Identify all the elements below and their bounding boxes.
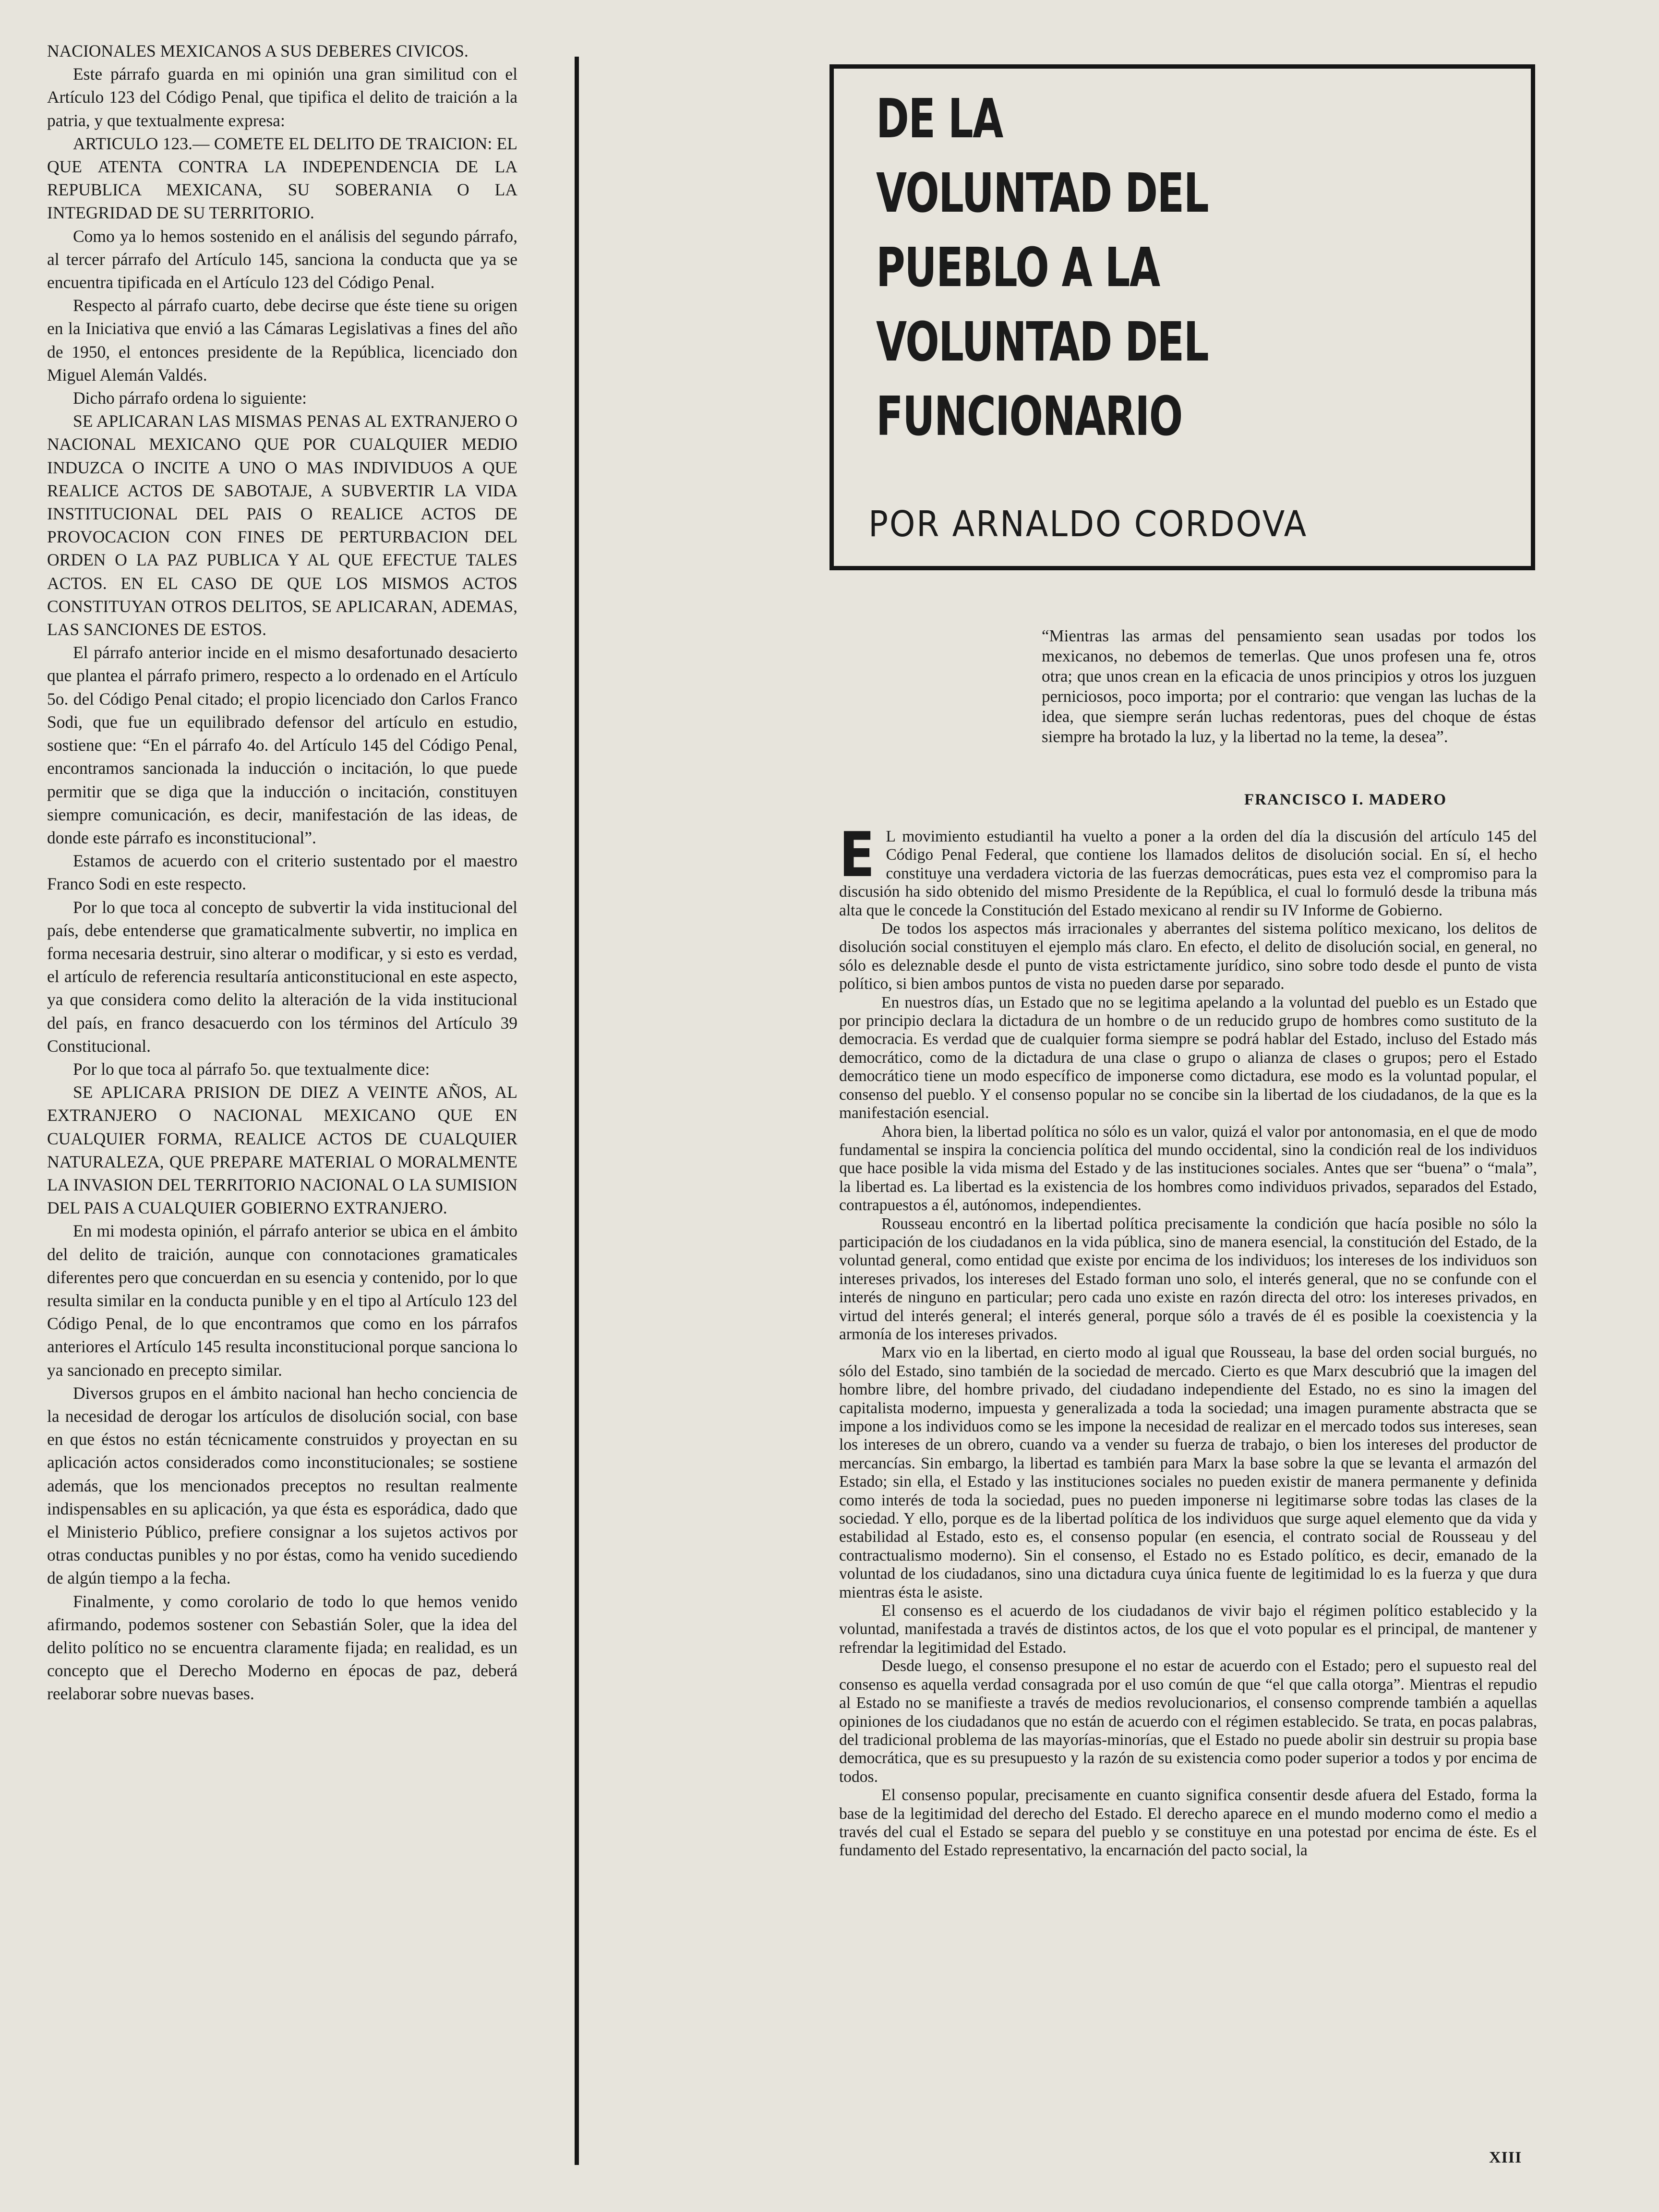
article-paragraph	[839, 828, 1537, 920]
title-box	[830, 64, 1535, 570]
left-paragraph: En mi modesta opinión, el párrafo anterior se ubica en el ámbito del delito de traición, aunque con connotaciones gramaticales diferentes pero que concuerdan en su esencia y contenido, por lo que resulta similar en la conducta punible y en el tipo al Artículo 123 del Código Penal, de lo que encontramos que como en los párrafos anteriores el Artículo 145 resulta inconstitucional porque sanciona lo ya sancionado en precepto similar.	[47, 1221, 517, 1380]
article-title	[876, 82, 1338, 454]
article-paragraph: Ahora bien, la libertad política no sólo es un valor, quizá el valor por antonomasia, en el que de modo fundamental se inspira la conciencia política del mundo occidental, sino la condición real de los individuos que hace posible la vida misma del Estado y de las instituciones sociales. Antes que ser “buena” o “mala”, la libertad es. La libertad es la existencia de los hombres como individuos privados, separados del Estado, contrapuestos a él, autónomos, independientes.	[839, 1122, 1537, 1214]
title-line: VOLUNTAD DEL	[876, 162, 1209, 225]
byline: POR ARNALDO CORDOVA	[868, 504, 1308, 545]
article-paragraph: Desde luego, el consenso presupone el no estar de acuerdo con el Estado; pero el supuesto real del consenso es aquella verdad consagrada por el uso común de que “el que calla otorga”. Mientras el repudio al Estado no se manifieste a través de medios revolucionarios, el consenso comprende también a aquellas opiniones de los ciudadanos que no están de acuerdo con el régimen establecido. Se trata, en pocas palabras, del tradicional problema de las mayorías-minorías, que el Estado no puede abolir sin destruir su propia base democrática, que es su presupuesto y la razón de su existencia como poder superior a todos y por encima de todos.	[839, 1657, 1537, 1786]
left-paragraph: Diversos grupos en el ámbito nacional han hecho conciencia de la necesidad de derogar los artículos de disolución social, con base en que éstos no están técnicamente construidos y proyectan en su aplicación actos considerados como inconstitucionales; se sostiene además, que los mencionados preceptos no resultan realmente indispensables en su aplicación, ya que ésta es esporádica, dado que el Ministerio Público, prefiere consignar a los sujetos activos por otras conductas punibles y no por éstas, como ha venido sucediendo de algún tiempo a la fecha.	[47, 1383, 517, 1588]
article-paragraph: El consenso popular, precisamente en cuanto significa consentir desde afuera del Estado, forma la base de la legitimidad del derecho del Estado. El derecho aparece en el mundo moderno como el medio a través del cual el Estado se separa del pueblo y se constituye en una potestad por encima de éste. Es el fundamento del Estado representativo, la encarnación del pacto social, la	[839, 1786, 1537, 1860]
title-line: VOLUNTAD DEL	[876, 311, 1209, 373]
article-paragraph: De todos los aspectos más irracionales y aberrantes del sistema político mexicano, los delitos de disolución social constituyen el ejemplo más claro. En efecto, el delito de disolución social, en general, no sólo es deleznable desde el punto de vista estrictamente jurídico, sino sobre todo desde el punto de vista político, si bien ambos puntos de vista no pueden darse por separado.	[839, 920, 1537, 993]
article-paragraph: Marx vio en la libertad, en cierto modo al igual que Rousseau, la base del orden social burgués, no sólo del Estado, sino también de la sociedad de mercado. Cierto es que Marx descubrió que la imagen del hombre libre, del hombre privado, del ciudadano independiente del Estado, no es sino la imagen del capitalista moderno, impuesta y generalizada a toda la sociedad; una imagen puramente abstracta que se impone a los individuos como se les impone la necesidad de realizar en el mercado todos sus intereses, sean los intereses de un obrero, cuando va a vender su fuerza de trabajo, o bien los intereses del productor de mercancías. Sin embargo, la libertad es también para Marx la base sobre la que se levanta el armazón del Estado; sin ella, el Estado y las instituciones sociales no pueden existir de manera permanente y definida como interés de toda la sociedad, pues no pueden imponerse ni legitimarse sobre todas las clases de la sociedad. Y ello, porque es de la libertad política de los individuos que surge aquel elemento que da vida y estabilidad al Estado, esto es, el consenso popular (en esencia, el contrato social de Rousseau y del contractualismo moderno). Sin el consenso, el Estado no es Estado político, es decir, emanado de la voluntad de los ciudadanos, sino una dictadura cuya única fuente de legitimidad lo es la fuerza y que dura mientras ésta le asiste.	[839, 1344, 1537, 1601]
first-paragraph-text: L movimiento estudiantil ha vuelto a poner a la orden del día la discusión del artículo 145 del Código Penal Federal, que contiene los llamados delitos de disolución social. En sí, el hecho constituye una verdadera victoria de las fuerzas democráticas, pues esta vez el compromiso para la discusión ha sido obtenido del mismo Presidente de la República, el cual lo formuló desde la tribuna más alta que le concede la Constitución del Estado mexicano al rendir su IV Informe de Gobierno.	[839, 828, 1537, 919]
article-paragraph: Rousseau encontró en la libertad política precisamente la condición que hacía posible no sólo la participación de los ciudadanos en la vida pública, sino de manera esencial, la constitución del Estado, de la voluntad general, como entidad que existe por encima de los individuos; los intereses de los individuos son intereses privados, los intereses del Estado forman uno solo, el interés general, que no se confunde con el interés de ninguno en particular; pero cada uno existe en razón directa del otro: los intereses privados, en virtud del interés general; el interés general, porque sólo a través de él es posible la coexistencia y la armonía de los intereses privados.	[839, 1214, 1537, 1343]
left-paragraph: El párrafo anterior incide en el mismo desafortunado desacierto que plantea el párrafo primero, respecto a lo ordenado en el Artículo 5o. del Código Penal citado; el propio licenciado don Carlos Franco Sodi, que fue un equilibrado defensor del artículo en estudio, sostiene que: “En el párrafo 4o. del Artículo 145 del Código Penal, encontramos sancionada la inducción o incitación, lo que puede permitir que se diga que la inducción o incitación, constituyen siempre comunicación, es decir, manifestación de las ideas, de donde este párrafo es inconstitucional”.	[47, 643, 517, 847]
left-paragraph: Este párrafo guarda en mi opinión una gran similitud con el Artículo 123 del Código Penal, que tipifica el delito de traición a la patria, y que textualmente expresa:	[47, 64, 517, 130]
column-divider	[575, 57, 579, 2165]
title-line: FUNCIONARIO	[876, 385, 1182, 448]
drop-cap: E	[839, 828, 875, 891]
article-paragraph: En nuestros días, un Estado que no se legitima apelando a la voluntad del pueblo es un Estado que por principio declara la dictadura de un hombre o de un reducido grupo de hombres como sustituto de la democracia. Es verdad que de cualquier forma siempre se podrá hablar del Estado, incluso del Estado más democrático, como de la dictadura de una clase o grupo o alianza de clases o grupos; pero el Estado democrático tiene un modo específico de imponerse como dictadura, ese modo es la voluntad popular, el consenso del pueblo. Y el consenso popular no se concibe sin la libertad de los ciudadanos, de la que es la manifestación esencial.	[839, 993, 1537, 1122]
left-paragraph: SE APLICARA PRISION DE DIEZ A VEINTE AÑOS, AL EXTRANJERO O NACIONAL MEXICANO QUE EN CUALQUIER FORMA, REALICE ACTOS DE CUALQUIER NATURALEZA, QUE PREPARE MATERIAL O MORALMENTE LA INVASION DEL TERRITORIO NACIONAL O LA SUMISION DEL PAIS A CUALQUIER GOBIERNO EXTRANJERO.	[47, 1082, 517, 1218]
left-paragraph: Finalmente, y como corolario de todo lo que hemos venido afirmando, podemos sostener con Sebastián Soler, que la idea del delito político no se encuentra claramente fijada; en realidad, es un concepto que el Derecho Moderno en épocas de paz, deberá reelaborar sobre nuevas bases.	[47, 1591, 517, 1704]
article-body	[839, 828, 1537, 2143]
epigraph-text: “Mientras las armas del pensamiento sean usadas por todos los mexicanos, no debemos de temerlas. Que unos profesen una fe, otros otra; que unos crean en la eficacia de unos principios y otros los juzguen perniciosos, poco importa; por el contrario: que vengan las luchas de la idea, que siempre serán luchas redentoras, pues del choque de éstas siempre ha brotado la luz, y la libertad no la teme, la desea”.	[1042, 626, 1536, 746]
left-paragraph: NACIONALES MEXICANOS A SUS DEBERES CIVICOS.	[47, 41, 469, 60]
title-line: PUEBLO A LA	[876, 237, 1160, 299]
left-paragraph: Estamos de acuerdo con el criterio sustentado por el maestro Franco Sodi en este respecto.	[47, 851, 517, 894]
left-paragraph: SE APLICARAN LAS MISMAS PENAS AL EXTRANJERO O NACIONAL MEXICANO QUE POR CUALQUIER MEDIO INDUZCA O INCITE A UNO O MAS INDIVIDUOS A QUE REALICE ACTOS DE SABOTAJE, A SUBVERTIR LA VIDA INSTITUCIONAL DEL PAIS O REALICE ACTOS DE PROVOCACION CON FINES DE PERTURBACION DEL ORDEN O LA PAZ PUBLICA Y AL QUE EFECTUE TALES ACTOS. EN EL CASO DE QUE LOS MISMOS ACTOS CONSTITUYAN OTROS DELITOS, SE APLICARAN, ADEMAS, LAS SANCIONES DE ESTOS.	[47, 411, 517, 639]
left-paragraph: Por lo que toca al concepto de subvertir la vida institucional del país, debe entenderse que gramaticalmente subvertir, no implica en forma necesaria destruir, sino alterar o modificar, y si esto es verdad, el artículo de referencia resultaría anticonstitucional en este aspecto, ya que considera como delito la alteración de la vida institucional del país, en franco desacuerdo con los términos del Artículo 39 Constitucional.	[47, 897, 517, 1056]
left-column	[47, 39, 517, 2176]
left-paragraph: Dicho párrafo ordena lo siguiente:	[73, 388, 307, 408]
epigraph-attribution: FRANCISCO I. MADERO	[1244, 791, 1447, 808]
left-paragraph: Por lo que toca al párrafo 5o. que textualmente dice:	[73, 1059, 430, 1079]
title-line: DE LA	[876, 88, 1003, 150]
left-paragraph: Como ya lo hemos sostenido en el análisis del segundo párrafo, al tercer párrafo del Artículo 145, sanciona la conducta que ya se encuentra tipificada en el Artículo 123 del Código Penal.	[47, 226, 517, 292]
left-paragraph: Respecto al párrafo cuarto, debe decirse que éste tiene su origen en la Iniciativa que envió a las Cámaras Legislativas a fines del año de 1950, el entonces presidente de la República, licenciado don Miguel Alemán Valdés.	[47, 296, 517, 385]
article-paragraph: El consenso es el acuerdo de los ciudadanos de vivir bajo el régimen político establecido y la voluntad, manifestada a través de distintos actos, de los que el voto popular es el principal, de mantener y refrendar la legitimidad del Estado.	[839, 1602, 1537, 1657]
page-number: XIII	[1489, 2149, 1522, 2166]
left-paragraph: ARTICULO 123.— COMETE EL DELITO DE TRAICION: EL QUE ATENTA CONTRA LA INDEPENDENCIA DE LA REPUBLICA MEXICANA, SU SOBERANIA O LA INTEGRIDAD DE SU TERRITORIO.	[47, 133, 517, 223]
epigraph	[1042, 626, 1536, 747]
